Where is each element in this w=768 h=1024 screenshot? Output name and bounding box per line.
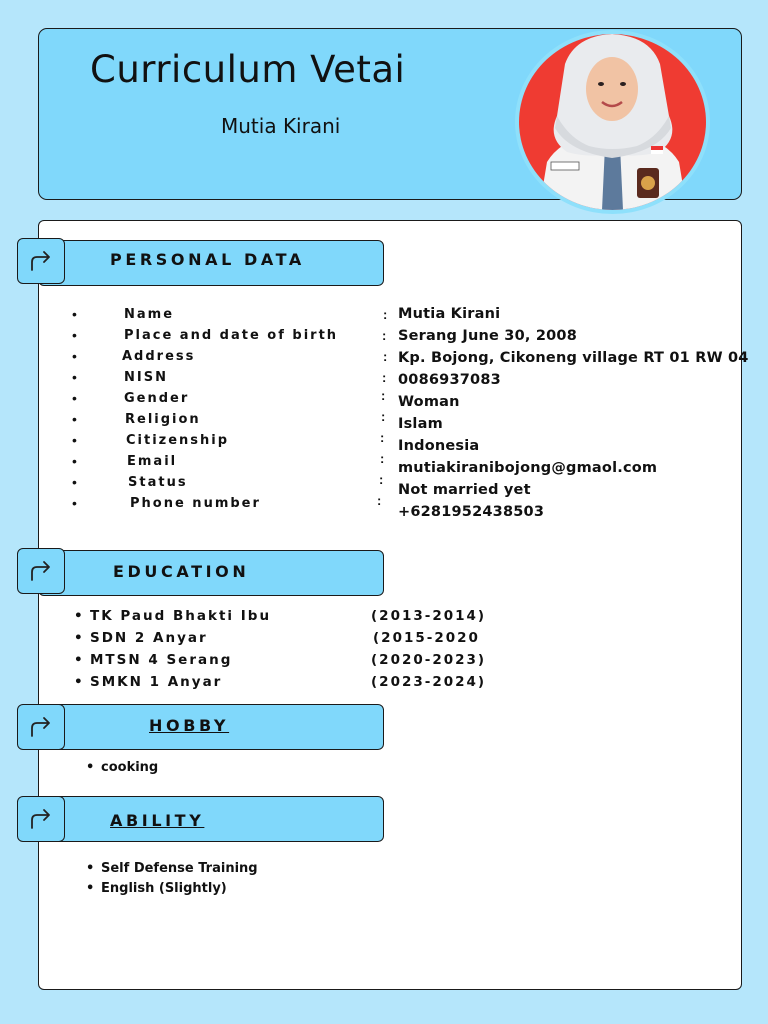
school-years: (2015-2020 <box>373 630 480 646</box>
bullet: • <box>86 760 95 775</box>
section-icon-box <box>17 796 65 842</box>
ability-label: Self Defense Training <box>101 861 258 876</box>
bullet: • <box>74 652 85 668</box>
bullet: • <box>72 369 77 385</box>
forward-arrow-icon <box>27 559 55 583</box>
page-title: Curriculum Vetai <box>90 48 406 91</box>
colon: : <box>380 451 385 466</box>
field-label: Place and date of birth <box>124 328 339 343</box>
section-title-education: EDUCATION <box>113 562 250 581</box>
field-label: Religion <box>125 412 201 427</box>
field-label: Email <box>127 454 178 469</box>
school-years: (2020-2023) <box>371 652 487 668</box>
profile-photo <box>519 34 706 210</box>
bullet: • <box>74 674 85 690</box>
school-name: MTSN 4 Serang <box>90 652 233 668</box>
colon: : <box>383 307 388 322</box>
bullet: • <box>72 348 77 364</box>
colon: : <box>382 328 387 343</box>
colon: : <box>381 409 386 424</box>
bullet: • <box>72 411 77 427</box>
bullet: • <box>74 608 85 624</box>
colon: : <box>377 493 382 508</box>
field-label: Address <box>122 349 196 364</box>
section-title-personal-data: PERSONAL DATA <box>110 250 305 269</box>
bullet: • <box>72 474 77 490</box>
bullet: • <box>72 453 77 469</box>
forward-arrow-icon <box>27 807 55 831</box>
bullet: • <box>86 861 95 876</box>
field-label: Name <box>124 307 175 322</box>
bullet: • <box>72 495 77 511</box>
field-label: Status <box>128 475 188 490</box>
forward-arrow-icon <box>27 249 55 273</box>
field-value: Indonesia <box>398 438 480 454</box>
section-bar-ability <box>38 796 384 842</box>
colon: : <box>380 430 385 445</box>
field-value: Kp. Bojong, Cikoneng village RT 01 RW 04 <box>398 350 749 366</box>
forward-arrow-icon <box>27 715 55 739</box>
hobby-item <box>86 760 158 775</box>
field-label: Phone number <box>130 496 261 511</box>
colon: : <box>383 349 388 364</box>
school-name: SMKN 1 Anyar <box>90 674 223 690</box>
field-value: Not married yet <box>398 482 531 498</box>
bullet: • <box>72 327 77 343</box>
section-icon-box <box>17 704 65 750</box>
field-value: Mutia Kirani <box>398 306 501 322</box>
colon: : <box>379 472 384 487</box>
field-label: Gender <box>124 391 190 406</box>
bullet: • <box>72 306 77 322</box>
field-label: NISN <box>124 370 168 385</box>
school-years: (2013-2014) <box>371 608 487 624</box>
ability-item <box>86 861 258 876</box>
field-value: Islam <box>398 416 443 432</box>
hobby-label: cooking <box>101 760 159 775</box>
section-icon-box <box>17 238 65 284</box>
bullet: • <box>74 630 85 646</box>
ability-item <box>86 881 227 896</box>
field-label: Citizenship <box>126 433 230 448</box>
field-value: +6281952438503 <box>398 504 545 520</box>
section-icon-box <box>17 548 65 594</box>
ability-label: English (Slightly) <box>101 881 227 896</box>
colon: : <box>382 370 387 385</box>
field-value: mutiakiranibojong@gmaol.com <box>398 460 658 476</box>
bullet: • <box>72 390 77 406</box>
section-title-hobby: HOBBY <box>149 716 230 735</box>
bullet: • <box>86 881 95 896</box>
field-value: Serang June 30, 2008 <box>398 328 577 344</box>
colon: : <box>381 388 386 403</box>
field-value: 0086937083 <box>398 372 501 388</box>
school-name: SDN 2 Anyar <box>90 630 208 646</box>
field-value: Woman <box>398 394 460 410</box>
school-name: TK Paud Bhakti Ibu <box>90 608 272 624</box>
bullet: • <box>72 432 77 448</box>
school-years: (2023-2024) <box>371 674 487 690</box>
section-title-ability: ABILITY <box>110 811 205 830</box>
person-name: Mutia Kirani <box>221 114 341 138</box>
